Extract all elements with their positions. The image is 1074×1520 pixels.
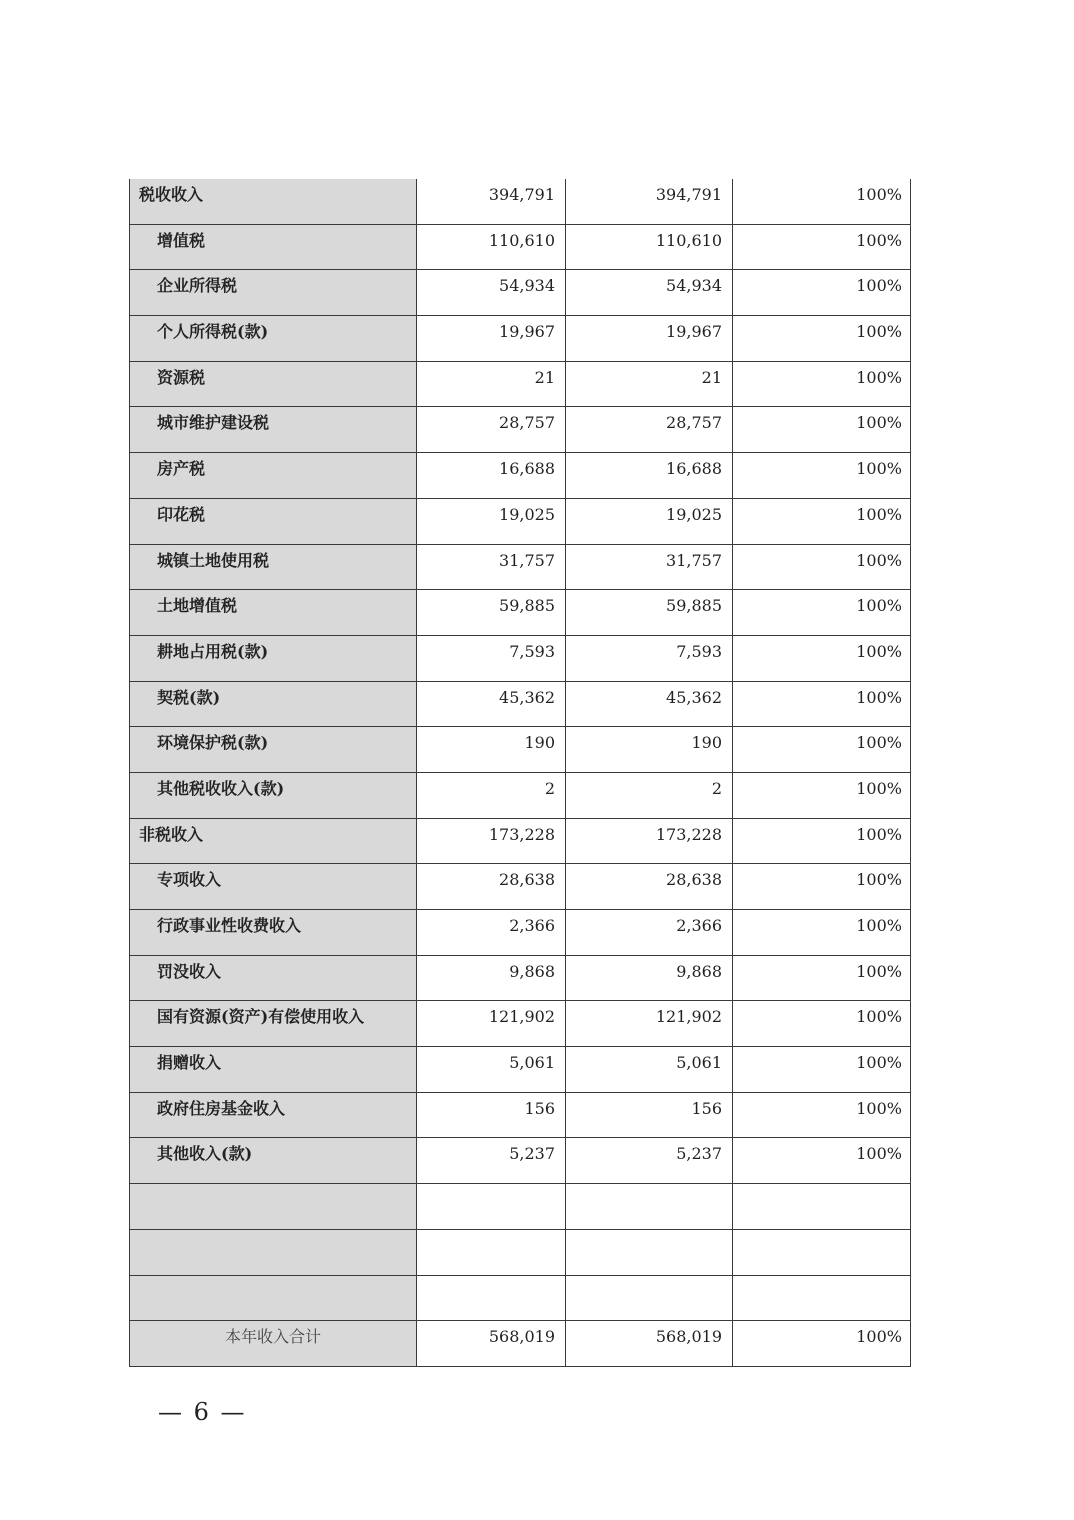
item-name: 行政事业性收费收入 <box>157 916 302 935</box>
percent: 100% <box>856 1144 902 1164</box>
table-row <box>130 179 911 224</box>
value-1-cell <box>417 590 566 636</box>
table-row <box>130 1047 911 1093</box>
item-name-cell <box>130 681 417 727</box>
value-1-cell <box>417 544 566 590</box>
value-2: 19,025 <box>666 504 722 524</box>
table-row <box>130 590 911 636</box>
percent-cell <box>733 727 911 773</box>
value-1-cell <box>417 1229 566 1275</box>
value-2-cell <box>566 681 733 727</box>
value-2-cell <box>566 772 733 818</box>
value-2: 5,237 <box>676 1144 722 1164</box>
item-name: 环境保护税(款) <box>157 733 269 753</box>
item-name-cell <box>130 590 417 636</box>
item-name-cell <box>130 407 417 453</box>
value-2-cell <box>566 453 733 499</box>
value-2-cell <box>566 1138 733 1184</box>
percent: 100% <box>856 778 902 798</box>
value-1: 9,868 <box>509 961 555 981</box>
table-row <box>130 955 911 1001</box>
value-1-cell <box>417 1047 566 1093</box>
value-1: 2 <box>544 778 555 798</box>
percent: 100% <box>856 916 902 935</box>
value-2: 5,061 <box>676 1053 722 1073</box>
value-1-cell <box>417 635 566 681</box>
table-row <box>130 1138 911 1184</box>
percent-cell <box>733 1184 911 1230</box>
item-name-cell <box>130 1138 417 1184</box>
value-2: 2 <box>711 778 722 798</box>
percent: 100% <box>856 641 902 661</box>
item-name-cell <box>130 544 417 590</box>
table-row <box>130 1001 911 1047</box>
item-name: 罚没收入 <box>157 961 222 981</box>
value-2-cell <box>566 1184 733 1230</box>
value-2: 54,934 <box>666 276 722 296</box>
value-2-cell <box>566 727 733 773</box>
item-name: 印花税 <box>157 504 206 524</box>
item-name-cell <box>130 635 417 681</box>
item-name-cell <box>130 1184 417 1230</box>
percent-cell <box>733 498 911 544</box>
item-name: 企业所得税 <box>157 276 238 296</box>
value-2-cell <box>566 955 733 1001</box>
value-1: 19,967 <box>499 322 555 342</box>
item-name <box>130 1276 416 1284</box>
value-1-cell <box>417 772 566 818</box>
item-name-cell <box>130 818 417 864</box>
value-2 <box>566 1230 732 1238</box>
table-row <box>130 864 911 910</box>
value-2-cell <box>566 224 733 270</box>
item-name: 土地增值税 <box>157 596 238 616</box>
percent: 100% <box>856 1007 902 1027</box>
total-label: 本年收入合计 <box>224 1327 321 1347</box>
item-name: 非税收入 <box>139 824 204 844</box>
percent: 100% <box>856 185 902 204</box>
value-1: 156 <box>524 1098 555 1118</box>
percent: 100% <box>856 504 902 524</box>
value-2-cell <box>566 544 733 590</box>
item-name-cell <box>130 453 417 499</box>
value-2-cell <box>566 1001 733 1047</box>
total-label-cell <box>130 1321 417 1367</box>
percent: 100% <box>856 459 902 479</box>
value-1: 16,688 <box>499 459 555 479</box>
value-1-cell <box>417 179 566 224</box>
percent-cell <box>733 955 911 1001</box>
value-2 <box>566 1276 732 1284</box>
percent: 100% <box>856 367 902 387</box>
value-2 <box>566 1184 732 1192</box>
item-name: 契税(款) <box>157 687 221 707</box>
percent-cell <box>733 1275 911 1321</box>
page-number: — 6 — <box>158 1398 247 1426</box>
item-name: 捐赠收入 <box>157 1053 222 1073</box>
percent: 100% <box>856 733 902 753</box>
value-1: 28,757 <box>499 413 555 433</box>
item-name-cell <box>130 1092 417 1138</box>
value-2: 28,757 <box>666 413 722 433</box>
value-2-cell <box>566 635 733 681</box>
item-name: 其他税收收入(款) <box>157 778 285 798</box>
value-1-cell <box>417 1138 566 1184</box>
item-name: 房产税 <box>157 459 206 479</box>
table-row <box>130 361 911 407</box>
revenue-table-body <box>130 179 911 1321</box>
table-row <box>130 1184 911 1230</box>
value-2: 31,757 <box>666 550 722 570</box>
value-1-cell <box>417 1275 566 1321</box>
value-1: 394,791 <box>488 185 555 204</box>
value-2-cell <box>566 910 733 956</box>
item-name-cell <box>130 864 417 910</box>
item-name-cell <box>130 1229 417 1275</box>
value-1-cell <box>417 681 566 727</box>
item-name: 城市维护建设税 <box>157 413 270 433</box>
value-1: 19,025 <box>499 504 555 524</box>
table-row <box>130 1092 911 1138</box>
total-percent-cell <box>733 1321 911 1367</box>
item-name-cell <box>130 727 417 773</box>
item-name-cell <box>130 1001 417 1047</box>
item-name-cell <box>130 179 417 224</box>
percent-cell <box>733 316 911 362</box>
value-1-cell <box>417 1092 566 1138</box>
percent <box>733 1184 910 1192</box>
item-name: 耕地占用税(款) <box>157 641 269 661</box>
value-2: 21 <box>701 367 722 387</box>
item-name: 资源税 <box>157 367 206 387</box>
percent-cell <box>733 270 911 316</box>
item-name: 专项收入 <box>157 870 222 890</box>
value-2: 121,902 <box>655 1007 722 1027</box>
value-2: 2,366 <box>676 916 722 935</box>
value-1: 5,061 <box>509 1053 555 1073</box>
total-value-2-cell <box>566 1321 733 1367</box>
percent-cell <box>733 590 911 636</box>
value-2-cell <box>566 270 733 316</box>
value-2: 45,362 <box>666 687 722 707</box>
percent-cell <box>733 1229 911 1275</box>
value-1-cell <box>417 955 566 1001</box>
value-2-cell <box>566 1275 733 1321</box>
value-1-cell <box>417 270 566 316</box>
table-row <box>130 727 911 773</box>
table-row <box>130 316 911 362</box>
table-row <box>130 635 911 681</box>
percent: 100% <box>856 1098 902 1118</box>
percent-cell <box>733 910 911 956</box>
value-2-cell <box>566 1047 733 1093</box>
percent-cell <box>733 681 911 727</box>
percent-cell <box>733 1092 911 1138</box>
value-1: 7,593 <box>509 641 555 661</box>
value-2: 16,688 <box>666 459 722 479</box>
percent-cell <box>733 361 911 407</box>
value-1 <box>417 1230 565 1238</box>
item-name: 增值税 <box>157 230 206 250</box>
item-name: 个人所得税(款) <box>157 322 269 342</box>
value-1: 54,934 <box>499 276 555 296</box>
value-1-cell <box>417 224 566 270</box>
percent: 100% <box>856 870 902 890</box>
item-name <box>130 1184 416 1192</box>
value-1 <box>417 1184 565 1192</box>
item-name-cell <box>130 1047 417 1093</box>
percent-cell <box>733 1047 911 1093</box>
percent-cell <box>733 179 911 224</box>
item-name-cell <box>130 910 417 956</box>
total-percent: 100% <box>856 1327 902 1347</box>
item-name: 城镇土地使用税 <box>157 550 270 570</box>
item-name-cell <box>130 361 417 407</box>
item-name <box>130 1230 416 1238</box>
value-1: 45,362 <box>499 687 555 707</box>
percent: 100% <box>856 322 902 342</box>
table-row <box>130 772 911 818</box>
percent: 100% <box>856 687 902 707</box>
table-row <box>130 453 911 499</box>
percent-cell <box>733 1138 911 1184</box>
percent: 100% <box>856 596 902 616</box>
value-1: 59,885 <box>499 596 555 616</box>
percent-cell <box>733 772 911 818</box>
value-2-cell <box>566 498 733 544</box>
percent-cell <box>733 635 911 681</box>
value-1-cell <box>417 316 566 362</box>
percent: 100% <box>856 550 902 570</box>
percent-cell <box>733 864 911 910</box>
value-2-cell <box>566 316 733 362</box>
table-row <box>130 910 911 956</box>
value-1: 21 <box>534 367 555 387</box>
total-value-1: 568,019 <box>488 1327 555 1347</box>
value-2: 190 <box>691 733 722 753</box>
value-2: 59,885 <box>666 596 722 616</box>
value-1: 110,610 <box>488 230 555 250</box>
value-2-cell <box>566 1229 733 1275</box>
table-row <box>130 407 911 453</box>
value-2: 394,791 <box>655 185 722 204</box>
value-2: 9,868 <box>676 961 722 981</box>
item-name-cell <box>130 1275 417 1321</box>
percent: 100% <box>856 961 902 981</box>
revenue-table <box>129 179 911 1367</box>
item-name-cell <box>130 498 417 544</box>
value-2-cell <box>566 590 733 636</box>
table-row <box>130 270 911 316</box>
percent-cell <box>733 544 911 590</box>
value-1: 173,228 <box>488 824 555 844</box>
percent: 100% <box>856 824 902 844</box>
table-row <box>130 818 911 864</box>
table-row <box>130 544 911 590</box>
item-name: 税收收入 <box>139 185 204 204</box>
value-2-cell <box>566 361 733 407</box>
percent: 100% <box>856 1053 902 1073</box>
percent-cell <box>733 1001 911 1047</box>
value-2: 156 <box>691 1098 722 1118</box>
table-row <box>130 224 911 270</box>
total-row <box>130 1321 911 1367</box>
value-2: 19,967 <box>666 322 722 342</box>
total-value-1-cell <box>417 1321 566 1367</box>
value-2-cell <box>566 818 733 864</box>
value-1-cell <box>417 1001 566 1047</box>
value-2: 28,638 <box>666 870 722 890</box>
percent <box>733 1276 910 1284</box>
value-1-cell <box>417 407 566 453</box>
total-value-2: 568,019 <box>655 1327 722 1347</box>
percent: 100% <box>856 276 902 296</box>
percent: 100% <box>856 230 902 250</box>
table-row <box>130 1229 911 1275</box>
table-row <box>130 1275 911 1321</box>
table-row <box>130 681 911 727</box>
item-name-cell <box>130 316 417 362</box>
value-2: 110,610 <box>655 230 722 250</box>
value-2: 7,593 <box>676 641 722 661</box>
item-name: 其他收入(款) <box>157 1144 253 1164</box>
value-1-cell <box>417 453 566 499</box>
percent-cell <box>733 818 911 864</box>
value-1-cell <box>417 864 566 910</box>
value-1-cell <box>417 910 566 956</box>
value-2-cell <box>566 864 733 910</box>
value-1: 2,366 <box>509 916 555 935</box>
value-1: 31,757 <box>499 550 555 570</box>
percent-cell <box>733 407 911 453</box>
value-2-cell <box>566 1092 733 1138</box>
table-row <box>130 498 911 544</box>
value-1 <box>417 1276 565 1284</box>
item-name-cell <box>130 772 417 818</box>
percent-cell <box>733 224 911 270</box>
value-1-cell <box>417 818 566 864</box>
value-1-cell <box>417 727 566 773</box>
value-1-cell <box>417 361 566 407</box>
value-1: 5,237 <box>509 1144 555 1164</box>
item-name: 国有资源(资产)有偿使用收入 <box>157 1007 365 1027</box>
item-name-cell <box>130 224 417 270</box>
value-2-cell <box>566 179 733 224</box>
value-1: 190 <box>524 733 555 753</box>
value-2-cell <box>566 407 733 453</box>
percent <box>733 1230 910 1238</box>
item-name-cell <box>130 270 417 316</box>
value-1-cell <box>417 498 566 544</box>
value-2: 173,228 <box>655 824 722 844</box>
item-name: 政府住房基金收入 <box>157 1098 286 1118</box>
value-1: 28,638 <box>499 870 555 890</box>
percent-cell <box>733 453 911 499</box>
item-name-cell <box>130 955 417 1001</box>
value-1: 121,902 <box>488 1007 555 1027</box>
value-1-cell <box>417 1184 566 1230</box>
percent: 100% <box>856 413 902 433</box>
